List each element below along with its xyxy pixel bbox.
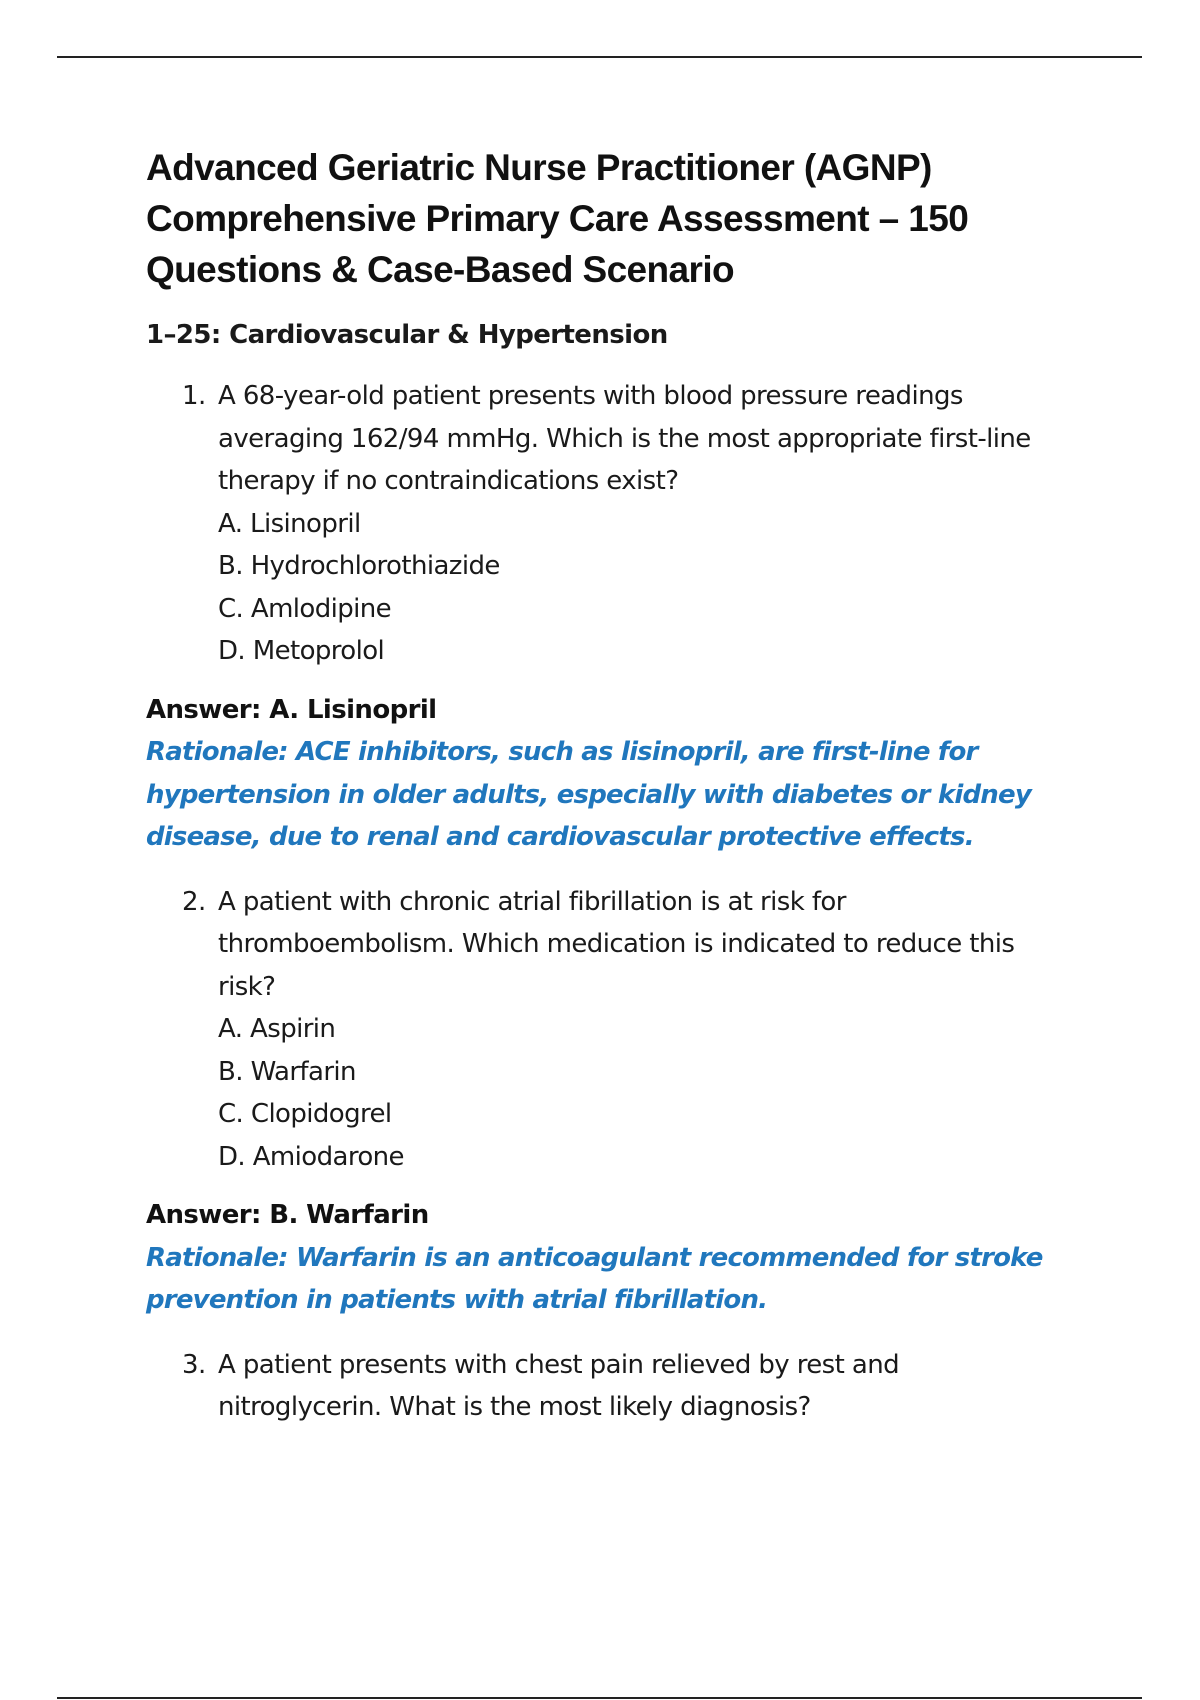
question-stem-line: A patient with chronic atrial fibrillation is at risk for [218, 886, 846, 917]
question-number: 1. [182, 381, 206, 411]
question-stem-line: A 68-year-old patient presents with blood pressure readings [218, 381, 963, 411]
bottom-horizontal-rule [57, 1697, 1142, 1699]
document-title [146, 142, 1106, 295]
question-stem-line: therapy if no contraindications exist? [218, 466, 679, 496]
answer-option: C. Amlodipine [218, 593, 392, 624]
rationale [146, 731, 1106, 859]
question-3 [146, 1344, 1106, 1429]
answer-line: Answer: B. Warfarin [146, 1200, 429, 1230]
question-stem-line: nitroglycerin. What is the most likely diagnosis? [218, 1392, 811, 1422]
answer-option: B. Hydrochlorothiazide [218, 551, 500, 581]
rationale-line: Rationale: Warfarin is an anticoagulant recommended for stroke [146, 1242, 1043, 1273]
answer-option: A. Lisinopril [218, 508, 361, 539]
answer-option: C. Clopidogrel [218, 1099, 392, 1129]
rationale-line: hypertension in older adults, especially with diabetes or kidney [146, 779, 1032, 810]
title-line: Advanced Geriatric Nurse Practitioner (AGNP) [146, 147, 932, 188]
rationale-line: Rationale: ACE inhibitors, such as lisinopril, are first-line for [146, 737, 978, 767]
title-line: Comprehensive Primary Care Assessment – 150 [146, 198, 969, 239]
question-number: 3. [182, 1349, 206, 1380]
answer-option: B. Warfarin [218, 1056, 356, 1087]
document-content [146, 142, 1106, 1429]
question-stem-line: averaging 162/94 mmHg. Which is the most appropriate first-line [218, 423, 1031, 454]
rationale [146, 1237, 1106, 1322]
rationale-line: prevention in patients with atrial fibrillation. [146, 1285, 768, 1315]
question-2 [146, 881, 1106, 1179]
rationale-line: disease, due to renal and cardiovascular protective effects. [146, 822, 974, 852]
answer-line: Answer: A. Lisinopril [146, 694, 437, 725]
question-stem-line: thromboembolism. Which medication is indicated to reduce this [218, 929, 1015, 959]
answer-option: D. Metoprolol [218, 636, 385, 666]
title-line: Questions & Case-Based Scenario [146, 249, 734, 290]
section-heading: 1–25: Cardiovascular & Hypertension [146, 320, 668, 350]
answer-option: D. Amiodarone [218, 1141, 404, 1172]
question-stem-line: A patient presents with chest pain relieved by rest and [218, 1349, 899, 1380]
question-number: 2. [182, 886, 206, 917]
top-horizontal-rule [57, 56, 1142, 58]
question-1 [146, 375, 1106, 673]
answer-option: A. Aspirin [218, 1014, 336, 1044]
question-stem-line: risk? [218, 971, 276, 1002]
